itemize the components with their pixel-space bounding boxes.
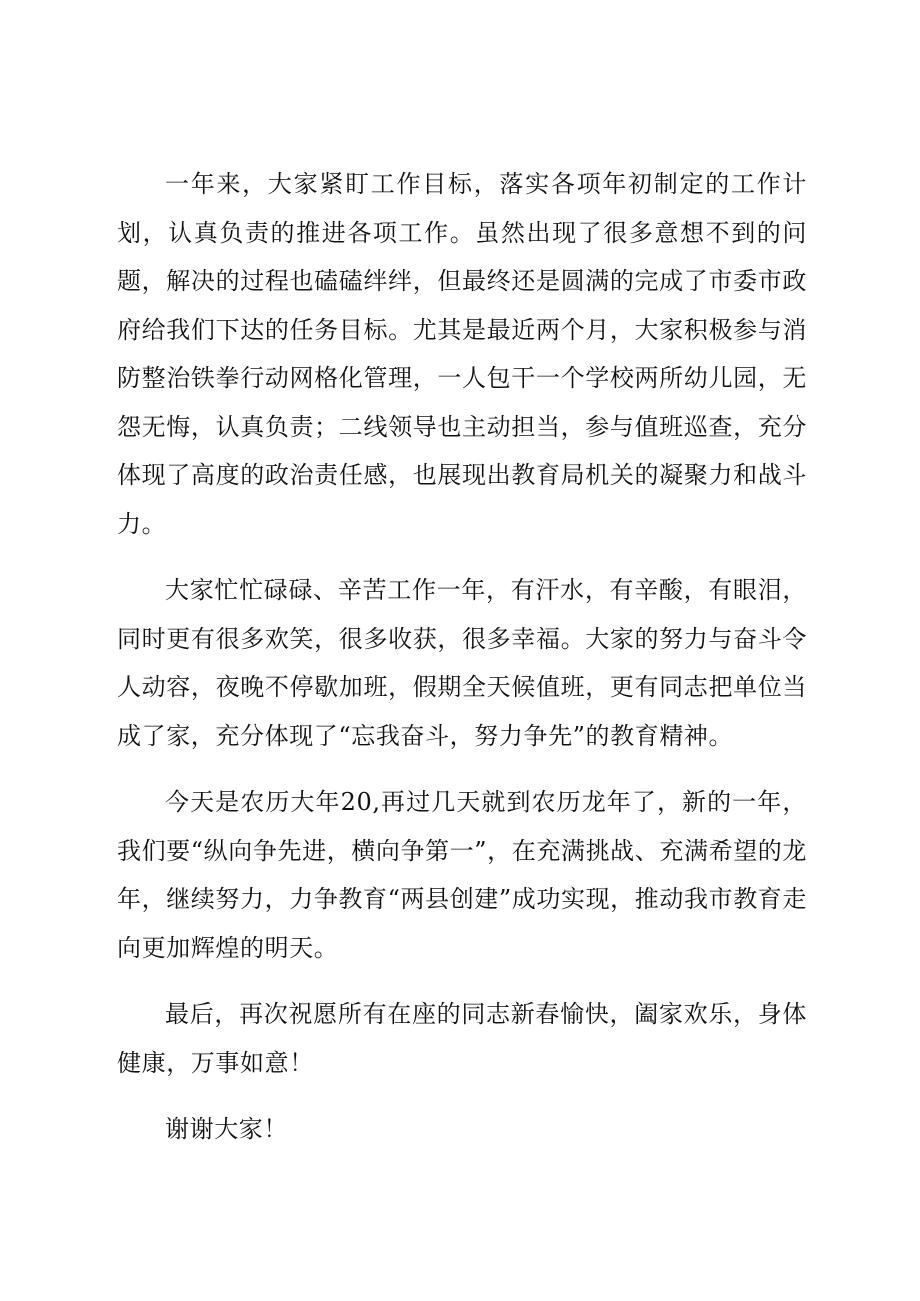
- paragraph-wishes: 最后，再次祝愿所有在座的同志新春愉快，阖家欢乐，身体健康，万事如意！: [117, 1000, 807, 1077]
- document-body: [117, 160, 807, 1172]
- paragraph-thanks: 谢谢大家！: [165, 1115, 288, 1143]
- paragraph-new-year-goals: 今天是农历大年20,再过几天就到农历龙年了，新的一年，我们要“纵向争先进，横向争第一”，在充满挑战、充满希望的龙年，继续努力，力争教育“两县创建”成功实现，推动我市教育走向更加辉煌的明天。: [117, 788, 807, 962]
- paragraph-hard-work: 大家忙忙碌碌、辛苦工作一年，有汗水，有辛酸，有眼泪，同时更有很多欢笑，很多收获，很多幸福。大家的努力与奋斗令人动容，夜晚不停歇加班，假期全天候值班，更有同志把单位当成了家，充分体现了“忘我奋斗，努力争先”的教育精神。: [117, 576, 807, 750]
- paragraph-work-summary: 一年来，大家紧盯工作目标，落实各项年初制定的工作计划，认真负责的推进各项工作。虽然出现了很多意想不到的问题，解决的过程也磕磕绊绊，但最终还是圆满的完成了市委市政府给我们下达的任务目标。尤其是最近两个月，大家积极参与消防整治铁拳行动网格化管理，一人包干一个学校两所幼儿园，无怨无悔，认真负责；二线领导也主动担当，参与值班巡查，充分体现了高度的政治责任感，也展现出教育局机关的凝聚力和战斗力。: [117, 170, 807, 538]
